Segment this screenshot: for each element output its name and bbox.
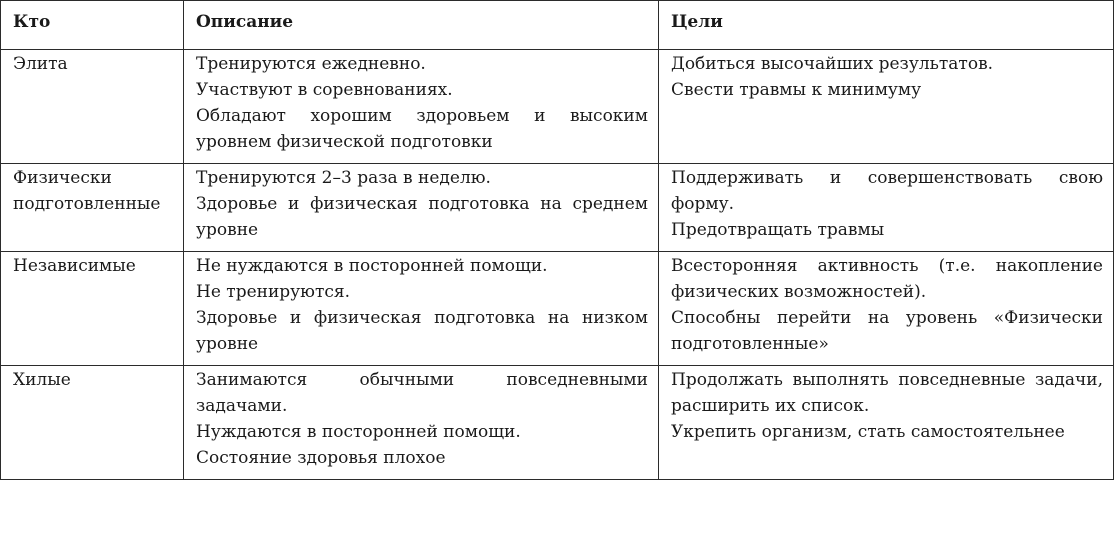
- goal-line: Добиться высочайших результатов.: [671, 54, 994, 74]
- cell-goals: [659, 50, 1114, 164]
- description-line: Здоровье и физическая подготовка на низком уровне: [196, 308, 648, 354]
- cell-who: Независимые: [1, 252, 184, 366]
- description-line: Не нуждаются в посторонней помощи.: [196, 256, 548, 276]
- description-line: Участвуют в соревнованиях.: [196, 80, 453, 100]
- goal-line: Всесторонняя активность (т.е. накопление физических возможностей).: [671, 256, 1103, 302]
- cell-description: [184, 366, 659, 480]
- description-line: Тренируются ежедневно.: [196, 54, 426, 74]
- description-line: Нуждаются в посторонней помощи.: [196, 422, 521, 442]
- description-line: Обладают хорошим здоровьем и высоким уровнем физической подготовки: [196, 106, 648, 152]
- description-line: Занимаются обычными повседневными задачами.: [196, 370, 648, 416]
- cell-description: [184, 164, 659, 252]
- cell-description: [184, 50, 659, 164]
- description-line: Здоровье и физическая подготовка на среднем уровне: [196, 194, 648, 240]
- cell-goals: [659, 164, 1114, 252]
- goal-line: Поддерживать и совершенствовать свою форму.: [671, 168, 1103, 214]
- header-row: [1, 1, 1114, 50]
- goal-line: Способны перейти на уровень «Физически подготовленные»: [671, 308, 1103, 354]
- cell-description: [184, 252, 659, 366]
- cell-who: Хилые: [1, 366, 184, 480]
- cell-goals: [659, 252, 1114, 366]
- table-row: [1, 366, 1114, 480]
- table-row: [1, 252, 1114, 366]
- table-row: [1, 50, 1114, 164]
- description-line: Состояние здоровья плохое: [196, 448, 446, 468]
- goal-line: Предотвращать травмы: [671, 220, 885, 240]
- header-goals: Цели: [659, 1, 1114, 50]
- description-line: Тренируются 2–3 раза в неделю.: [196, 168, 491, 188]
- goal-line: Свести травмы к минимуму: [671, 80, 922, 100]
- table-row: [1, 164, 1114, 252]
- goal-line: Укрепить организм, стать самостоятельнее: [671, 422, 1065, 442]
- description-line: Не тренируются.: [196, 282, 351, 302]
- cell-who: Физически подготовленные: [1, 164, 184, 252]
- header-who: Кто: [1, 1, 184, 50]
- header-description: Описание: [184, 1, 659, 50]
- cell-who: Элита: [1, 50, 184, 164]
- goal-line: Продолжать выполнять повседневные задачи, расширить их список.: [671, 370, 1103, 416]
- cell-goals: [659, 366, 1114, 480]
